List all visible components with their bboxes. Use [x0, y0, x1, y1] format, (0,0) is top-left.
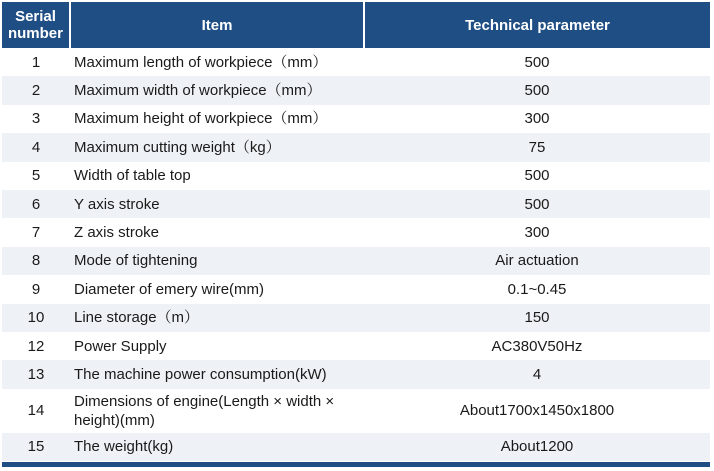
parameter-cell: 500 — [364, 190, 710, 218]
serial-number-cell: 1 — [2, 48, 70, 76]
serial-number-cell: 2 — [2, 76, 70, 104]
table-row — [2, 360, 710, 388]
table-row — [2, 389, 710, 433]
header-row — [2, 2, 710, 48]
serial-number-cell: 15 — [2, 433, 70, 461]
item-cell: Mode of tightening — [70, 247, 364, 275]
table-body — [2, 48, 710, 461]
serial-number-cell: 7 — [2, 218, 70, 246]
serial-number-cell: 3 — [2, 105, 70, 133]
table-row — [2, 190, 710, 218]
parameter-cell: 500 — [364, 162, 710, 190]
table-row — [2, 433, 710, 461]
serial-number-cell: 10 — [2, 304, 70, 332]
item-cell: The weight(kg) — [70, 433, 364, 461]
parameter-cell: 500 — [364, 48, 710, 76]
serial-number-cell: 8 — [2, 247, 70, 275]
item-cell: Y axis stroke — [70, 190, 364, 218]
item-cell: The machine power consumption(kW) — [70, 360, 364, 388]
table-row — [2, 275, 710, 303]
item-cell: Dimensions of engine(Length × width × height)(mm) — [70, 389, 364, 433]
table-row — [2, 105, 710, 133]
parameter-cell: About1200 — [364, 433, 710, 461]
item-cell: Line storage（m） — [70, 304, 364, 332]
parameter-cell: 500 — [364, 76, 710, 104]
parameter-cell: Air actuation — [364, 247, 710, 275]
item-cell: Power Supply — [70, 332, 364, 360]
parameter-cell: 0.1~0.45 — [364, 275, 710, 303]
parameter-cell: 4 — [364, 360, 710, 388]
header-serial-number — [2, 2, 70, 48]
item-cell: Maximum height of workpiece（mm） — [70, 105, 364, 133]
item-cell: Width of table top — [70, 162, 364, 190]
header-serial-line1: Serial — [15, 8, 56, 25]
header-item: Item — [70, 2, 364, 48]
serial-number-cell: 9 — [2, 275, 70, 303]
table-bottom-rule — [2, 462, 710, 467]
serial-number-cell: 13 — [2, 360, 70, 388]
table-row — [2, 48, 710, 76]
item-cell: Diameter of emery wire(mm) — [70, 275, 364, 303]
parameter-cell: 150 — [364, 304, 710, 332]
parameter-cell: AC380V50Hz — [364, 332, 710, 360]
parameter-cell: 300 — [364, 105, 710, 133]
serial-number-cell: 6 — [2, 190, 70, 218]
table-row — [2, 304, 710, 332]
table-row — [2, 332, 710, 360]
table-row — [2, 247, 710, 275]
parameter-cell: 75 — [364, 133, 710, 161]
serial-number-cell: 5 — [2, 162, 70, 190]
table-row — [2, 133, 710, 161]
table-row — [2, 76, 710, 104]
serial-number-cell: 4 — [2, 133, 70, 161]
item-cell: Maximum width of workpiece（mm） — [70, 76, 364, 104]
serial-number-cell: 12 — [2, 332, 70, 360]
item-cell: Z axis stroke — [70, 218, 364, 246]
serial-number-cell: 14 — [2, 389, 70, 433]
spec-table — [2, 2, 710, 461]
header-serial-line2: number — [7, 25, 63, 42]
item-cell: Maximum cutting weight（kg） — [70, 133, 364, 161]
table-row — [2, 218, 710, 246]
parameter-cell: About1700x1450x1800 — [364, 389, 710, 433]
table-row — [2, 162, 710, 190]
parameter-cell: 300 — [364, 218, 710, 246]
table-header — [2, 2, 710, 48]
item-cell: Maximum length of workpiece（mm） — [70, 48, 364, 76]
header-technical-parameter: Technical parameter — [364, 2, 710, 48]
